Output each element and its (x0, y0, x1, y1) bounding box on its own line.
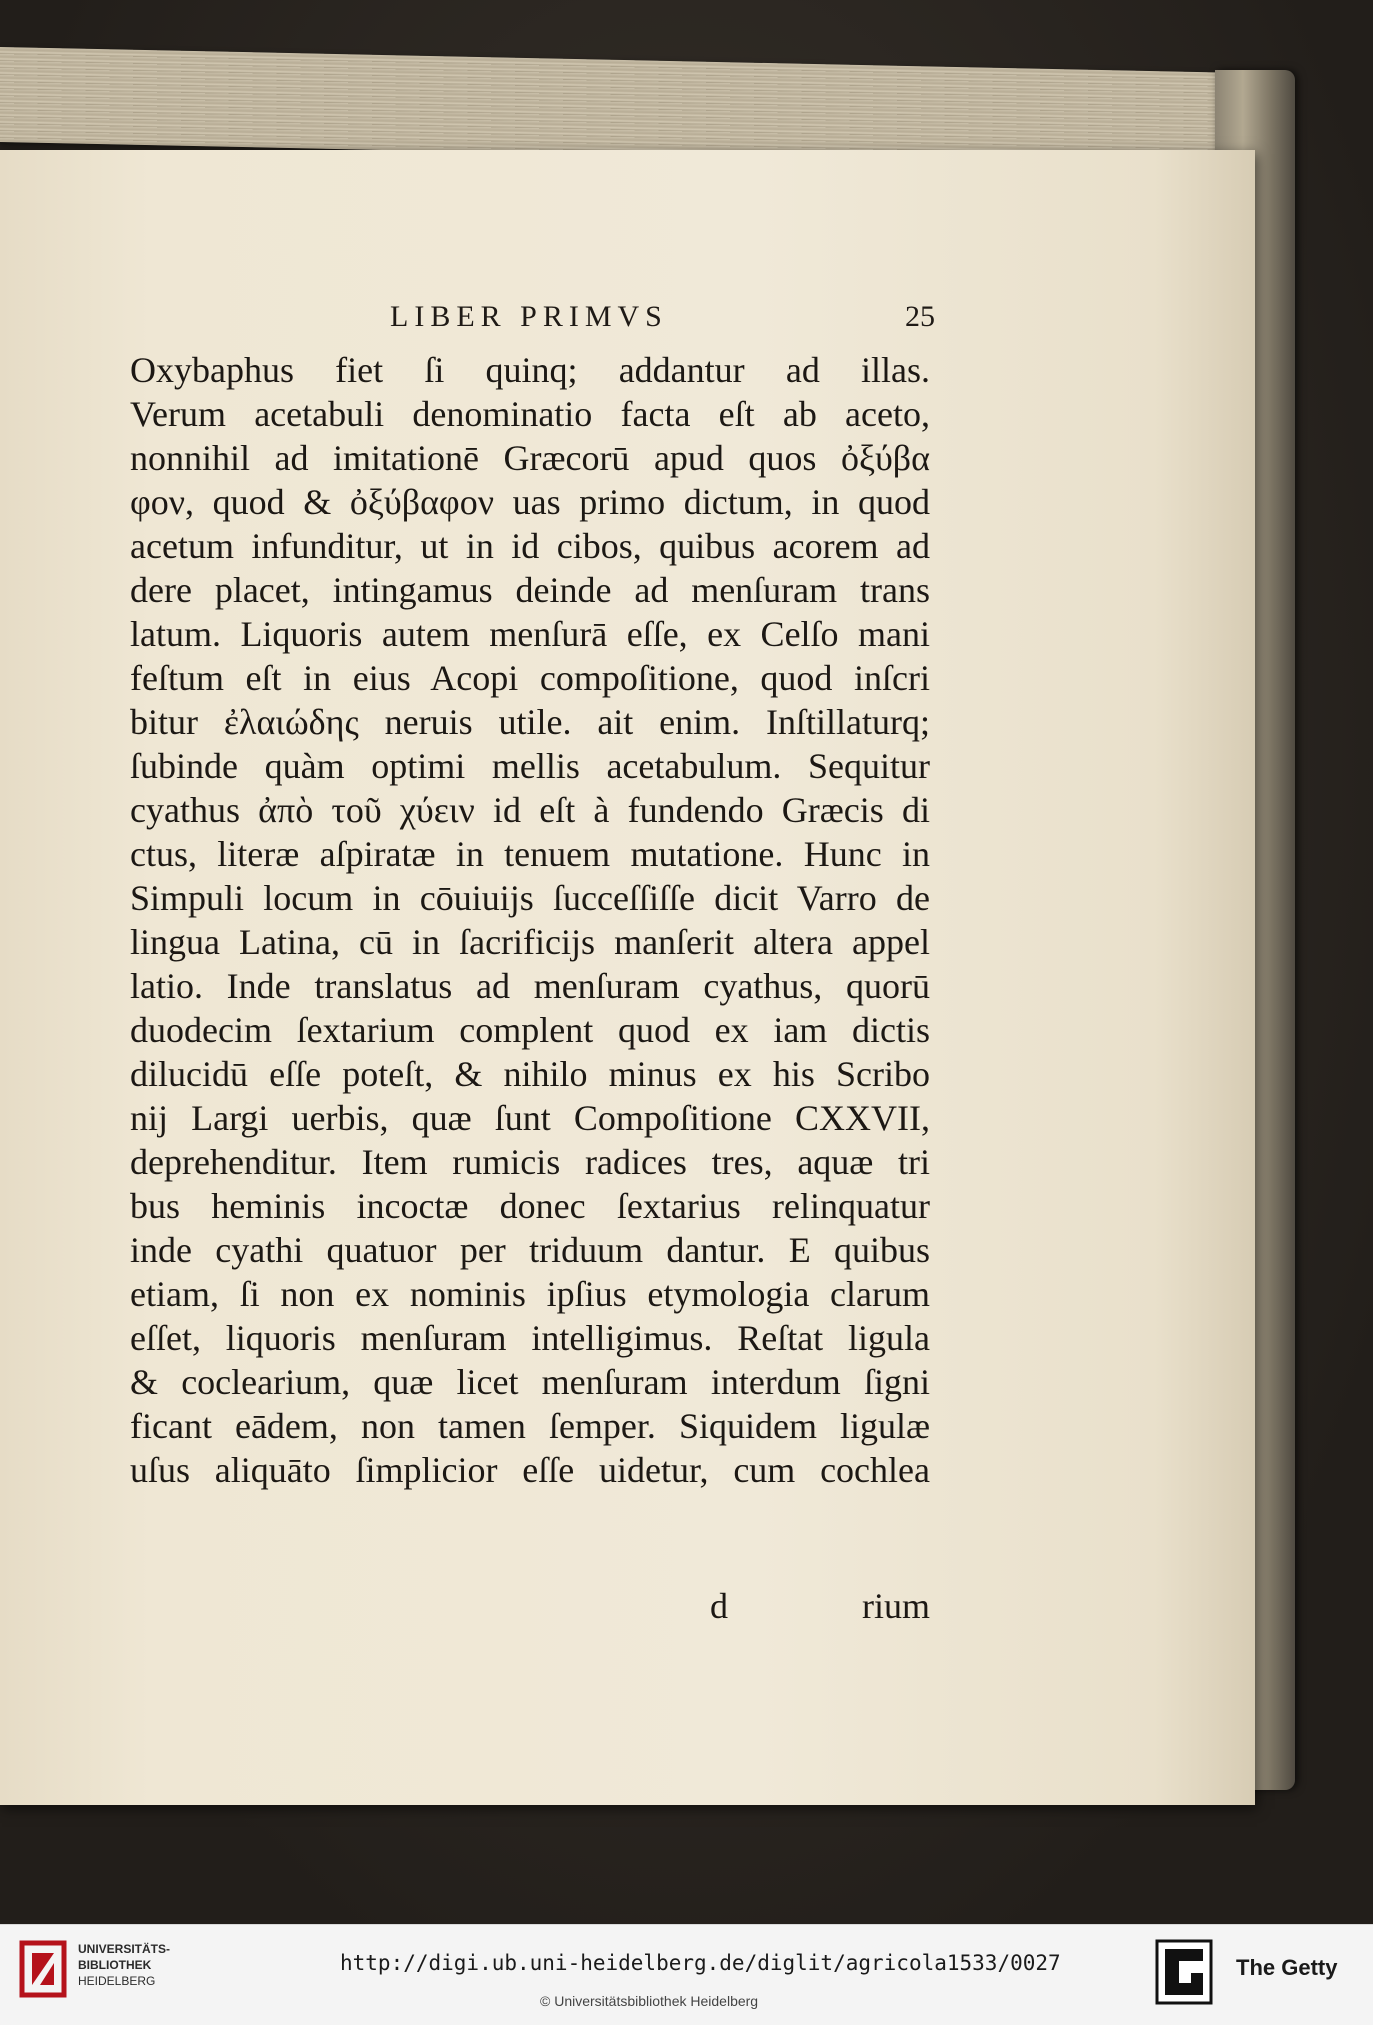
copyright-notice: © Universitätsbibliothek Heidelberg (540, 1993, 759, 2009)
text-line: latio. Inde translatus ad menſuram cyathus, quorū (130, 966, 930, 1006)
text-line: acetum infunditur, ut in id cibos, quibus acorem ad (130, 526, 930, 566)
text-line: cyathus ἀπὸ τοῦ χύειν id eſt à fundendo Græcis di (130, 790, 930, 830)
text-line: etiam, ſi non ex nominis ipſius etymologia clarum (130, 1274, 930, 1314)
partner-name: The Getty (1236, 1955, 1338, 1980)
ub-heidelberg-logo-icon[interactable] (18, 1939, 68, 1999)
text-line: lingua Latina, cū in ſacrificijs manſerit altera appel (130, 922, 930, 962)
text-line: bitur ἐλαιώδης neruis utile. ait enim. Inſtillaturq; (130, 702, 930, 742)
getty-logo-icon[interactable] (1155, 1939, 1213, 2005)
catchword: rium (862, 1586, 930, 1626)
text-line: Verum acetabuli denominatio facta eſt ab aceto, (130, 394, 930, 434)
text-line: uſus aliquāto ſimplicior eſſe uidetur, cum cochlea (130, 1450, 930, 1490)
text-line: φον, quod & ὀξύβαφον uas primo dictum, in quod (130, 482, 930, 522)
signature-mark: d (710, 1586, 728, 1626)
text-line: nonnihil ad imitationē Græcorū apud quos ὀξύβα (130, 438, 930, 478)
text-line: eſſet, liquoris menſuram intelligimus. Reſtat ligula (130, 1318, 930, 1358)
text-line: nij Largi uerbis, quæ ſunt Compoſitione CXXVII, (130, 1098, 930, 1138)
text-line: dilucidū eſſe poteſt, & nihilo minus ex his Scribo (130, 1054, 930, 1094)
text-line: duodecim ſextarium complent quod ex iam dictis (130, 1010, 930, 1050)
text-line: Simpuli locum in cōuiuijs ſucceſſiſſe dicit Varro de (130, 878, 930, 918)
text-line: & coclearium, quæ licet menſuram interdum ſigni (130, 1362, 930, 1402)
library-name: UNIVERSITÄTS- BIBLIOTHEK HEIDELBERG (78, 1942, 171, 1988)
text-line: ſubinde quàm optimi mellis acetabulum. Sequitur (130, 746, 930, 786)
text-line: feſtum eſt in eius Acopi compoſitione, quod inſcri (130, 658, 930, 698)
text-line: dere placet, intingamus deinde ad menſuram trans (130, 570, 930, 610)
page-number: 25 (905, 300, 935, 333)
text-line: Oxybaphus fiet ſi quinq; addantur ad illas. (130, 350, 930, 390)
text-line: inde cyathi quatuor per triduum dantur. E quibus (130, 1230, 930, 1270)
text-block (130, 348, 930, 1492)
text-line: ficant eādem, non tamen ſemper. Siquidem ligulæ (130, 1406, 930, 1446)
text-line: ctus, literæ aſpiratæ in tenuem mutatione. Hunc in (130, 834, 930, 874)
text-line: latum. Liquoris autem menſurā eſſe, ex Celſo mani (130, 614, 930, 654)
viewer-footer (0, 1924, 1373, 2025)
running-head: LIBER PRIMVS (390, 300, 668, 333)
permalink-url[interactable]: http://digi.ub.uni-heidelberg.de/diglit/agricola1533/0027 (340, 1951, 1061, 1975)
text-line: deprehenditur. Item rumicis radices tres, aquæ tri (130, 1142, 930, 1182)
page-footer-marks (130, 1585, 930, 1629)
text-line: bus heminis incoctæ donec ſextarius relinquatur (130, 1186, 930, 1226)
